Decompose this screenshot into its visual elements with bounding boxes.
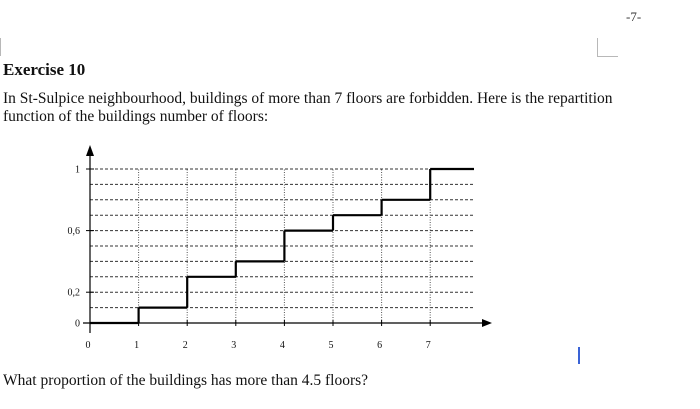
x-tick-label: 3 xyxy=(231,340,237,351)
x-tick-label: 4 xyxy=(279,340,285,351)
y-tick-label: 0,2 xyxy=(67,287,80,299)
page-number: -7- xyxy=(626,9,642,24)
exercise-statement: In St-Sulpice neighbourhood, buildings of more than 7 floors are forbidden. Here is the repartition function of the buildings number of floors: xyxy=(3,90,613,125)
gridlines xyxy=(90,169,474,323)
x-tick-label: 0 xyxy=(85,340,91,351)
text-cursor xyxy=(578,347,580,364)
x-tick-label: 7 xyxy=(425,340,431,351)
x-axis-arrow xyxy=(482,319,492,327)
y-tick-label: 0,6 xyxy=(67,226,80,238)
y-tick-label: 0 xyxy=(75,318,80,330)
x-tick-label: 2 xyxy=(182,340,188,351)
exercise-question: What proportion of the buildings has more than 4.5 floors? xyxy=(3,372,369,389)
exercise-title: Exercise 10 xyxy=(3,60,86,79)
x-tick-label: 6 xyxy=(377,340,383,351)
y-tick-label: 1 xyxy=(75,164,80,176)
x-tick-label: 5 xyxy=(328,340,334,351)
x-tick-label: 1 xyxy=(134,340,140,351)
y-axis-arrow xyxy=(86,145,94,156)
